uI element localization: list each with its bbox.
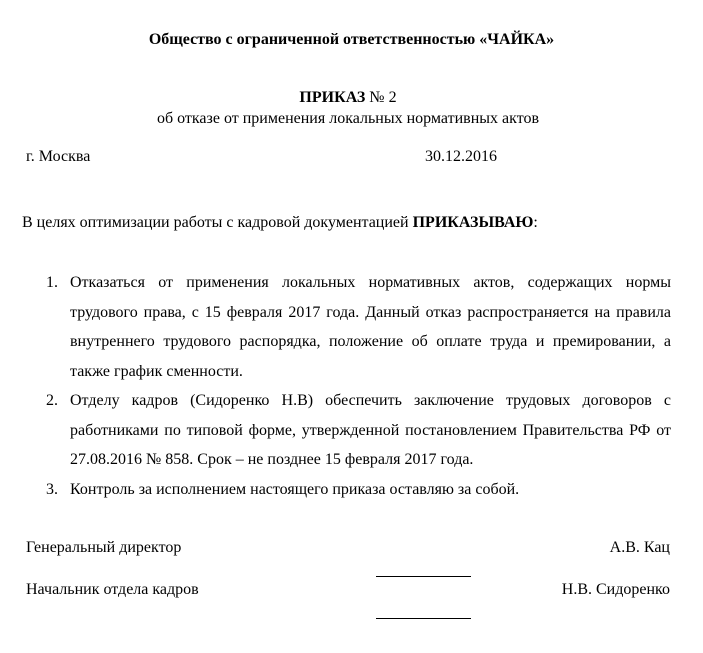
intro-suffix: : [533,214,538,231]
item-number: 1. [46,274,58,291]
order-item [0,475,703,505]
intro-text: В целях оптимизации работы с кадровой документацией [22,214,413,231]
order-number: № 2 [369,89,397,106]
signature-line [376,576,471,577]
organization-name: Общество с ограниченной ответственностью «ЧАЙКА» [148,31,555,48]
city: г. Москва [26,148,91,165]
order-item [0,268,703,386]
order-item [0,386,703,475]
intro-paragraph [22,214,538,232]
signer-name: А.В. Кац [609,539,670,556]
signature-row-director [26,539,670,557]
item-text: Контроль за исполнением настоящего приказа оставляю за собой. [70,480,520,498]
signer-position: Генеральный директор [26,539,182,556]
signature-row-hr-head [26,581,670,599]
order-title [0,89,696,107]
signer-name: Н.В. Сидоренко [561,581,670,598]
signature-line [376,618,471,619]
signer-position: Начальник отдела кадров [26,581,199,598]
item-text: Отделу кадров (Сидоренко Н.В) обеспечить заключение трудовых договоров с работниками по типовой форме, утвержденной постановлением Правительства РФ от 27.08.2016 № 858. Срок – не позднее 15 февраля 2017 года. [70,392,671,468]
order-date: 30.12.2016 [425,148,497,165]
intro-emphasis: ПРИКАЗЫВАЮ [412,214,534,231]
order-label: ПРИКАЗ [299,89,366,106]
item-number: 2. [46,392,58,409]
order-subject: об отказе от применения локальных нормативных актов [156,110,540,127]
item-text: Отказаться от применения локальных нормативных актов, содержащих нормы трудового права, с 15 февраля 2017 года. Данный отказ распространяется на правила внутреннего трудового распорядка, положение об оплате труда и премировании, а также график сменности. [70,274,671,380]
order-items-list [0,268,703,504]
item-number: 3. [46,480,58,498]
